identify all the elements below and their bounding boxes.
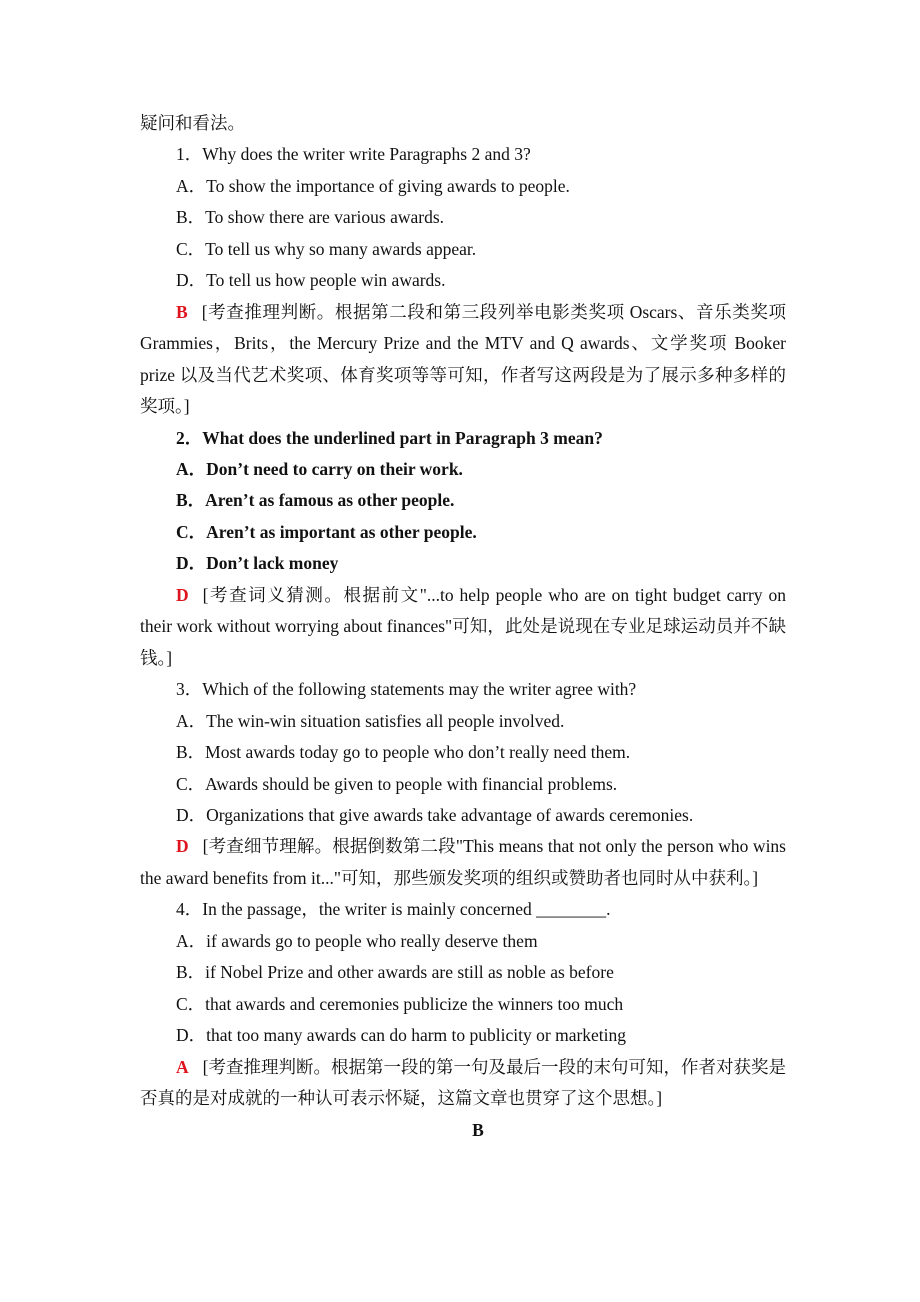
answer-option: D．To tell us how people win awards.: [176, 270, 446, 291]
answer-option: B．Aren’t as famous as other people.: [176, 490, 455, 511]
section-heading: B: [472, 1119, 484, 1140]
explanation-text: [考查推理判断。根据第一段的第一句及最后一段的末句可知，作者对获奖是否真的是对成就的一种认可表示怀疑，这篇文章也贯穿了这个思想。]: [140, 1056, 786, 1109]
answer-option: C．Aren’t as important as other people.: [176, 521, 477, 542]
intro-text: 疑问和看法。: [140, 113, 245, 133]
answer-explanation: [140, 580, 786, 674]
answer-key: A: [176, 1056, 189, 1077]
question-stem: 1．Why does the writer write Paragraphs 2 and 3?: [176, 144, 531, 165]
explanation-text: [考查推理判断。根据第二段和第三段列举电影类奖项 Oscars、音乐类奖项 Grammies，Brits，the Mercury Prize and the MTV and Q awards、文学奖项 Booker prize 以及当代艺术奖项、体育奖项等等可知，作者写这两段是为了展示多种多样的奖项。]: [140, 301, 786, 417]
answer-option: C．that awards and ceremonies publicize the winners too much: [176, 993, 624, 1014]
answer-option: B．if Nobel Prize and other awards are still as noble as before: [176, 962, 614, 983]
answer-option: A．The win-win situation satisfies all people involved.: [176, 710, 565, 731]
question-stem: 2．What does the underlined part in Paragraph 3 mean?: [176, 427, 603, 448]
answer-explanation: [140, 831, 786, 894]
answer-option: D．that too many awards can do harm to publicity or marketing: [176, 1025, 627, 1046]
answer-option: A．Don’t need to carry on their work.: [176, 458, 463, 479]
answer-key: B: [176, 301, 188, 322]
answer-option: A．To show the importance of giving awards to people.: [176, 175, 570, 196]
explanation-text: [考查细节理解。根据倒数第二段"This means that not only the person who wins the award benefits from it..."可知，那些颁发奖项的组织或赞助者也同时从中获利。]: [140, 836, 786, 888]
answer-explanation: [140, 297, 786, 423]
question-stem: 3．Which of the following statements may the writer agree with?: [176, 679, 637, 700]
question-stem: 4．In the passage，the writer is mainly concerned ________.: [176, 899, 611, 920]
explanation-text: [考查词义猜测。根据前文"...to help people who are on tight budget carry on their work without worrying about finances"可知，此处是说现在专业足球运动员并不缺钱。]: [140, 584, 786, 668]
answer-explanation: [140, 1052, 786, 1115]
answer-key: D: [176, 584, 189, 605]
answer-key: D: [176, 836, 189, 857]
answer-option: D．Don’t lack money: [176, 553, 339, 574]
answer-option: C．To tell us why so many awards appear.: [176, 238, 477, 259]
answer-option: C．Awards should be given to people with financial problems.: [176, 773, 618, 794]
answer-option: A．if awards go to people who really deserve them: [176, 930, 538, 951]
answer-option: B．To show there are various awards.: [176, 207, 445, 228]
document-body: [140, 108, 786, 1146]
answer-option: B．Most awards today go to people who don’t really need them.: [176, 742, 631, 763]
answer-option: D．Organizations that give awards take advantage of awards ceremonies.: [176, 804, 694, 825]
